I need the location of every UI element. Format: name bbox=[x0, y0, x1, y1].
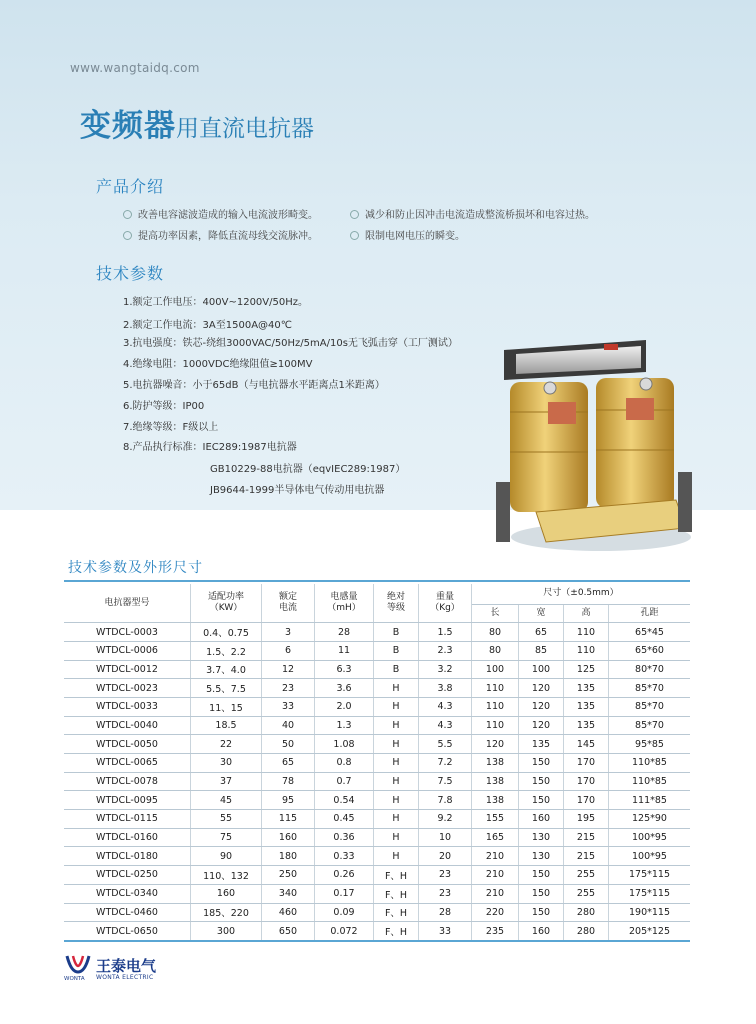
table-cell: 100*95 bbox=[609, 847, 691, 866]
table-cell: 23 bbox=[419, 884, 472, 903]
table-cell: 185、220 bbox=[191, 903, 262, 922]
table-cell: 110 bbox=[472, 679, 519, 698]
table-cell: WTDCL-0033 bbox=[64, 697, 191, 716]
table-cell: 0.4、0.75 bbox=[191, 623, 262, 642]
table-cell: 135 bbox=[519, 735, 564, 754]
table-cell: WTDCL-0078 bbox=[64, 772, 191, 791]
table-cell: 4.3 bbox=[419, 697, 472, 716]
logo-name: 王泰电气 bbox=[96, 957, 157, 975]
table-cell: 205*125 bbox=[609, 922, 691, 941]
table-cell: 3.7、4.0 bbox=[191, 660, 262, 679]
table-cell: WTDCL-0340 bbox=[64, 884, 191, 903]
table-cell: 175*115 bbox=[609, 884, 691, 903]
table-cell: 12 bbox=[262, 660, 315, 679]
table-cell: 175*115 bbox=[609, 866, 691, 885]
table-cell: 138 bbox=[472, 791, 519, 810]
table-cell: 250 bbox=[262, 866, 315, 885]
table-cell: H bbox=[374, 716, 419, 735]
table-cell: WTDCL-0065 bbox=[64, 754, 191, 773]
table-cell: 110 bbox=[564, 623, 609, 642]
table-cell: 135 bbox=[564, 679, 609, 698]
logo-abbr: WONTA bbox=[64, 976, 85, 982]
table-cell: WTDCL-0006 bbox=[64, 641, 191, 660]
table-cell: H bbox=[374, 810, 419, 829]
table-cell: 150 bbox=[519, 884, 564, 903]
table-cell: WTDCL-0040 bbox=[64, 716, 191, 735]
table-cell: 11、15 bbox=[191, 697, 262, 716]
table-cell: 130 bbox=[519, 828, 564, 847]
table-cell: 110 bbox=[564, 641, 609, 660]
table-row bbox=[64, 884, 690, 903]
table-cell: 150 bbox=[519, 791, 564, 810]
table-cell: 1.08 bbox=[315, 735, 374, 754]
table-cell: 28 bbox=[315, 623, 374, 642]
table-cell: 220 bbox=[472, 903, 519, 922]
table-cell: 160 bbox=[519, 922, 564, 941]
table-cell: 0.8 bbox=[315, 754, 374, 773]
table-cell: 10 bbox=[419, 828, 472, 847]
table-cell: 110 bbox=[472, 716, 519, 735]
table-cell: 0.33 bbox=[315, 847, 374, 866]
logo-english: WONTA ELECTRIC bbox=[96, 974, 154, 981]
table-cell: WTDCL-0180 bbox=[64, 847, 191, 866]
table-cell: 20 bbox=[419, 847, 472, 866]
table-cell: H bbox=[374, 828, 419, 847]
spec-item: 1.额定工作电压：400V~1200V/50Hz。 bbox=[123, 297, 308, 308]
spec-item: 6.防护等级：IP00 bbox=[123, 401, 205, 412]
table-cell: F、H bbox=[374, 903, 419, 922]
table-cell: 4.3 bbox=[419, 716, 472, 735]
table-cell: 33 bbox=[419, 922, 472, 941]
table-row bbox=[64, 922, 690, 941]
table-cell: 1.5、2.2 bbox=[191, 641, 262, 660]
table-row bbox=[64, 903, 690, 922]
table-cell: 7.2 bbox=[419, 754, 472, 773]
table-cell: 110*85 bbox=[609, 754, 691, 773]
table-cell: 120 bbox=[519, 716, 564, 735]
table-cell: WTDCL-0023 bbox=[64, 679, 191, 698]
table-cell: 75 bbox=[191, 828, 262, 847]
table-cell: 2.0 bbox=[315, 697, 374, 716]
table-cell: 150 bbox=[519, 866, 564, 885]
spec-item: 5.电抗器噪音：小于65dB（与电抗器水平距离点1米距离） bbox=[123, 380, 385, 391]
table-cell: 0.09 bbox=[315, 903, 374, 922]
table-cell: 110 bbox=[472, 697, 519, 716]
table-cell: 190*115 bbox=[609, 903, 691, 922]
table-cell: 650 bbox=[262, 922, 315, 941]
table-cell: 3 bbox=[262, 623, 315, 642]
table-cell: H bbox=[374, 679, 419, 698]
table-cell: 6 bbox=[262, 641, 315, 660]
col-header-height: 高 bbox=[564, 604, 609, 623]
table-cell: F、H bbox=[374, 884, 419, 903]
table-cell: 155 bbox=[472, 810, 519, 829]
table-cell: 170 bbox=[564, 754, 609, 773]
table-cell: WTDCL-0160 bbox=[64, 828, 191, 847]
title-sub: 用直流电抗器 bbox=[176, 116, 314, 142]
table-cell: 80*70 bbox=[609, 660, 691, 679]
table-cell: 170 bbox=[564, 772, 609, 791]
table-cell: 85*70 bbox=[609, 716, 691, 735]
table-cell: 165 bbox=[472, 828, 519, 847]
table-cell: F、H bbox=[374, 922, 419, 941]
table-cell: 150 bbox=[519, 903, 564, 922]
table-cell: 33 bbox=[262, 697, 315, 716]
table-cell: WTDCL-0050 bbox=[64, 735, 191, 754]
table-cell: 2.3 bbox=[419, 641, 472, 660]
intro-point: 限制电网电压的瞬变。 bbox=[350, 227, 465, 242]
table-cell: B bbox=[374, 623, 419, 642]
table-cell: 85*70 bbox=[609, 697, 691, 716]
table-cell: 100*95 bbox=[609, 828, 691, 847]
title-main: 变频器 bbox=[80, 108, 176, 144]
table-cell: 65*60 bbox=[609, 641, 691, 660]
table-cell: 50 bbox=[262, 735, 315, 754]
table-cell: 120 bbox=[519, 697, 564, 716]
divider bbox=[64, 580, 690, 582]
table-cell: H bbox=[374, 697, 419, 716]
table-cell: 0.36 bbox=[315, 828, 374, 847]
table-cell: 130 bbox=[519, 847, 564, 866]
table-title: 技术参数及外形尺寸 bbox=[68, 560, 203, 576]
table-cell: 95 bbox=[262, 791, 315, 810]
table-cell: 7.5 bbox=[419, 772, 472, 791]
table-cell: H bbox=[374, 735, 419, 754]
intro-point: 改善电容滤波造成的输入电流波形畸变。 bbox=[123, 206, 318, 221]
table-cell: H bbox=[374, 772, 419, 791]
table-cell: H bbox=[374, 847, 419, 866]
table-row bbox=[64, 735, 690, 754]
table-cell: 210 bbox=[472, 847, 519, 866]
spec-item: 8.产品执行标准：IEC289:1987电抗器 bbox=[123, 442, 297, 453]
table-cell: WTDCL-0250 bbox=[64, 866, 191, 885]
page-title bbox=[80, 100, 314, 145]
spec-item: 3.抗电强度：铁芯-绕组3000VAC/50Hz/5mA/10s无飞弧击穿（工厂测试） bbox=[123, 338, 458, 349]
table-cell: 110*85 bbox=[609, 772, 691, 791]
table-cell: 138 bbox=[472, 772, 519, 791]
table-cell: 85*70 bbox=[609, 679, 691, 698]
table-cell: 78 bbox=[262, 772, 315, 791]
table-cell: 65*45 bbox=[609, 623, 691, 642]
col-header-power: 适配功率 （KW） bbox=[191, 584, 262, 623]
table-cell: 160 bbox=[191, 884, 262, 903]
table-cell: 280 bbox=[564, 903, 609, 922]
table-cell: 45 bbox=[191, 791, 262, 810]
table-cell: 3.6 bbox=[315, 679, 374, 698]
table-cell: 0.45 bbox=[315, 810, 374, 829]
spec-item: 2.额定工作电流：3A至1500A@40℃ bbox=[123, 320, 292, 331]
table-row bbox=[64, 791, 690, 810]
table-row bbox=[64, 641, 690, 660]
table-cell: WTDCL-0095 bbox=[64, 791, 191, 810]
table-cell: 210 bbox=[472, 866, 519, 885]
table-cell: 120 bbox=[519, 679, 564, 698]
brand-logo bbox=[64, 952, 184, 986]
table-cell: 300 bbox=[191, 922, 262, 941]
table-cell: 1.3 bbox=[315, 716, 374, 735]
col-header-width: 宽 bbox=[519, 604, 564, 623]
table-row bbox=[64, 866, 690, 885]
col-header-insulation: 绝对 等级 bbox=[374, 584, 419, 623]
table-cell: 150 bbox=[519, 772, 564, 791]
table-cell: WTDCL-0650 bbox=[64, 922, 191, 941]
table-cell: 55 bbox=[191, 810, 262, 829]
table-cell: 120 bbox=[472, 735, 519, 754]
table-cell: 0.26 bbox=[315, 866, 374, 885]
table-cell: 125 bbox=[564, 660, 609, 679]
table-cell: 215 bbox=[564, 847, 609, 866]
table-cell: 1.5 bbox=[419, 623, 472, 642]
table-cell: 40 bbox=[262, 716, 315, 735]
table-cell: 0.54 bbox=[315, 791, 374, 810]
table-cell: 110、132 bbox=[191, 866, 262, 885]
table-cell: H bbox=[374, 754, 419, 773]
table-row bbox=[64, 679, 690, 698]
spec-item: GB10229-88电抗器（eqvIEC289:1987） bbox=[210, 464, 406, 475]
table-cell: 180 bbox=[262, 847, 315, 866]
table-cell: 18.5 bbox=[191, 716, 262, 735]
table-cell: 0.7 bbox=[315, 772, 374, 791]
table-cell: 195 bbox=[564, 810, 609, 829]
table-row bbox=[64, 772, 690, 791]
table-cell: 90 bbox=[191, 847, 262, 866]
table-cell: 95*85 bbox=[609, 735, 691, 754]
table-cell: 0.17 bbox=[315, 884, 374, 903]
table-cell: 135 bbox=[564, 716, 609, 735]
col-header-hole: 孔距 bbox=[609, 604, 691, 623]
table-row bbox=[64, 828, 690, 847]
table-cell: 23 bbox=[419, 866, 472, 885]
table-cell: 85 bbox=[519, 641, 564, 660]
bullet-icon bbox=[123, 210, 132, 219]
table-cell: 28 bbox=[419, 903, 472, 922]
col-header-current: 额定 电流 bbox=[262, 584, 315, 623]
table-cell: 100 bbox=[519, 660, 564, 679]
table-cell: 145 bbox=[564, 735, 609, 754]
table-cell: 100 bbox=[472, 660, 519, 679]
table-cell: 111*85 bbox=[609, 791, 691, 810]
table-cell: 9.2 bbox=[419, 810, 472, 829]
table-cell: 3.8 bbox=[419, 679, 472, 698]
bullet-icon bbox=[123, 231, 132, 240]
intro-heading: 产品介绍 bbox=[96, 177, 165, 196]
table-cell: 65 bbox=[262, 754, 315, 773]
col-header-model: 电抗器型号 bbox=[64, 584, 191, 623]
table-cell: WTDCL-0012 bbox=[64, 660, 191, 679]
table-cell: WTDCL-0003 bbox=[64, 623, 191, 642]
table-cell: B bbox=[374, 641, 419, 660]
table-cell: 138 bbox=[472, 754, 519, 773]
table-cell: 160 bbox=[262, 828, 315, 847]
table-cell: 340 bbox=[262, 884, 315, 903]
table-cell: 5.5、7.5 bbox=[191, 679, 262, 698]
table-cell: 460 bbox=[262, 903, 315, 922]
col-header-length: 长 bbox=[472, 604, 519, 623]
col-header-inductance: 电感量 （mH） bbox=[315, 584, 374, 623]
table-cell: 0.072 bbox=[315, 922, 374, 941]
table-cell: WTDCL-0115 bbox=[64, 810, 191, 829]
table-cell: 22 bbox=[191, 735, 262, 754]
table-cell: 30 bbox=[191, 754, 262, 773]
table-cell: 135 bbox=[564, 697, 609, 716]
table-cell: 160 bbox=[519, 810, 564, 829]
website-url: www.wangtaidq.com bbox=[70, 61, 200, 75]
table-cell: 23 bbox=[262, 679, 315, 698]
intro-point: 减少和防止因冲击电流造成整流桥损坏和电容过热。 bbox=[350, 206, 595, 221]
table-row bbox=[64, 623, 690, 642]
table-cell: 115 bbox=[262, 810, 315, 829]
table-row bbox=[64, 660, 690, 679]
col-header-weight: 重量 （Kg） bbox=[419, 584, 472, 623]
table-cell: 280 bbox=[564, 922, 609, 941]
specs-heading: 技术参数 bbox=[96, 264, 165, 283]
spec-table bbox=[64, 584, 690, 942]
table-cell: 80 bbox=[472, 623, 519, 642]
table-cell: 6.3 bbox=[315, 660, 374, 679]
table-cell: 3.2 bbox=[419, 660, 472, 679]
spec-item: 4.绝缘电阻：1000VDC绝缘阻值≥100MV bbox=[123, 359, 313, 370]
table-cell: 80 bbox=[472, 641, 519, 660]
table-cell: WTDCL-0460 bbox=[64, 903, 191, 922]
table-cell: 170 bbox=[564, 791, 609, 810]
table-row bbox=[64, 847, 690, 866]
table-cell: 210 bbox=[472, 884, 519, 903]
table-cell: 255 bbox=[564, 884, 609, 903]
table-cell: B bbox=[374, 660, 419, 679]
table-cell: 150 bbox=[519, 754, 564, 773]
reactor-product-image bbox=[496, 332, 696, 560]
table-cell: 5.5 bbox=[419, 735, 472, 754]
table-cell: 11 bbox=[315, 641, 374, 660]
table-cell: H bbox=[374, 791, 419, 810]
bullet-icon bbox=[350, 210, 359, 219]
table-cell: 255 bbox=[564, 866, 609, 885]
wonta-logo-icon bbox=[64, 952, 92, 976]
table-row bbox=[64, 697, 690, 716]
table-cell: F、H bbox=[374, 866, 419, 885]
col-header-size: 尺寸（±0.5mm） bbox=[472, 584, 691, 604]
table-row bbox=[64, 754, 690, 773]
table-cell: 125*90 bbox=[609, 810, 691, 829]
bullet-icon bbox=[350, 231, 359, 240]
table-cell: 235 bbox=[472, 922, 519, 941]
table-cell: 7.8 bbox=[419, 791, 472, 810]
spec-item: 7.绝缘等级：F级以上 bbox=[123, 422, 219, 433]
intro-point: 提高功率因素，降低直流母线交流脉冲。 bbox=[123, 227, 318, 242]
table-row bbox=[64, 716, 690, 735]
table-row bbox=[64, 810, 690, 829]
spec-item: JB9644-1999半导体电气传动用电抗器 bbox=[210, 485, 385, 496]
table-cell: 65 bbox=[519, 623, 564, 642]
table-cell: 37 bbox=[191, 772, 262, 791]
table-cell: 215 bbox=[564, 828, 609, 847]
